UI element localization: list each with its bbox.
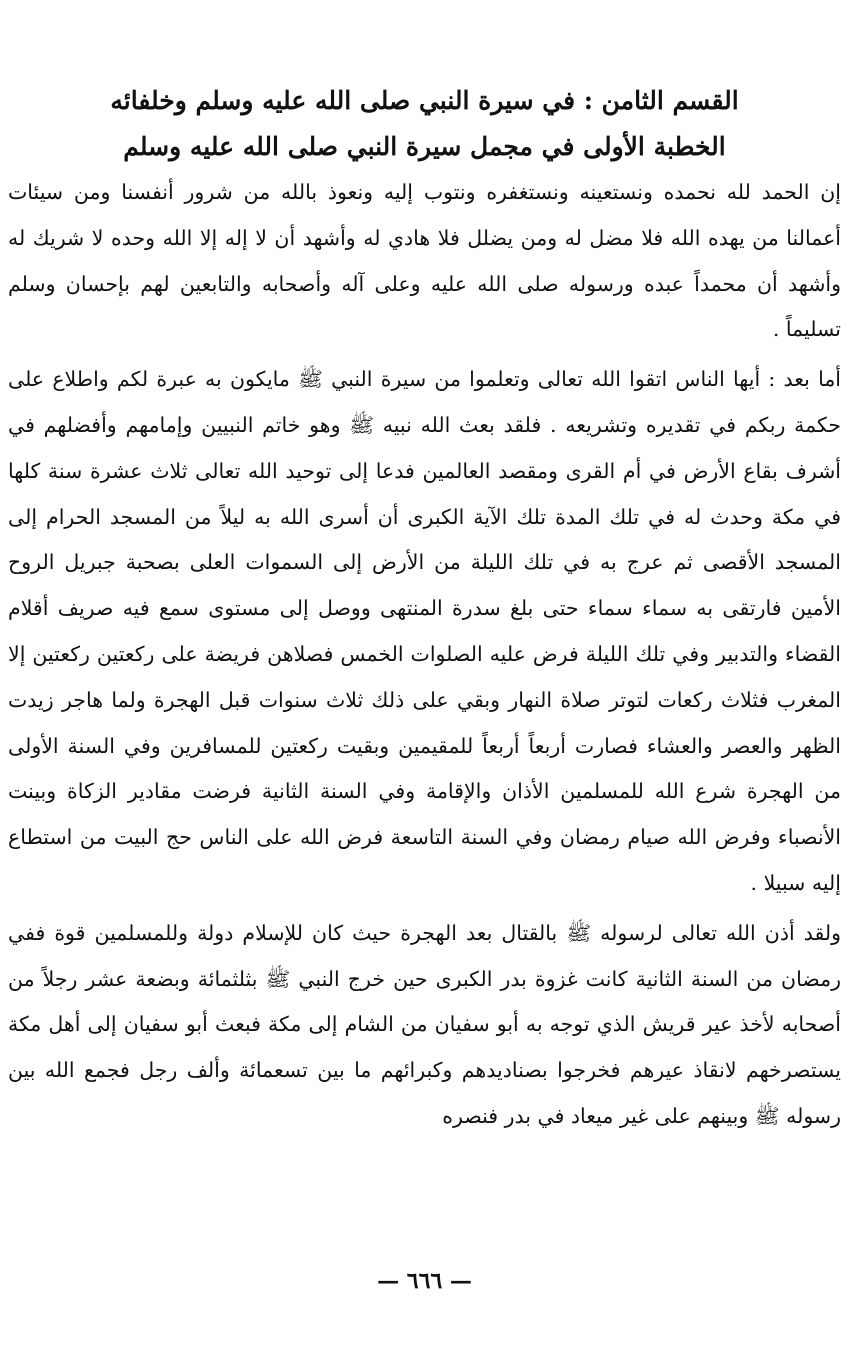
page-content — [8, 78, 841, 1140]
paragraph-opening: إن الحمد لله نحمده ونستعينه ونستغفره ونتوب إليه ونعوذ بالله من شرور أنفسنا ومن سيئات أعمالنا من يهده الله فلا مضل له ومن يضلل فلا هادي له وأشهد أن لا إله إلا الله وحده لا شريك له وأشهد أن محمداً عبده ورسوله صلى الله عليه وعلى آله وأصحابه والتابعين لهم بإحسان وسلم تسليماً . — [8, 180, 841, 342]
paragraph-main: أما بعد : أيها الناس اتقوا الله تعالى وتعلموا من سيرة النبي ﷺ مايكون به عبرة لكم واطلاع على حكمة ربكم في تقديره وتشريعه . فلقد بعث الله نبيه ﷺ وهو خاتم النبيين وإمامهم وأفضلهم في أشرف بقاع الأرض في أم القرى ومقصد العالمين فدعا إلى توحيد الله تعالى ثلاث عشرة سنة كلها في مكة وحدث له في تلك المدة تلك الآية الكبرى أن أسرى الله به ليلاً من المسجد الحرام إلى المسجد الأقصى ثم عرج به في تلك الليلة من الأرض إلى السموات العلى بصحبة جبريل الروح الأمين فارتقى به سماء سماء حتى بلغ سدرة المنتهى ووصل إلى مستوى سمع فيه صريف أقلام القضاء والتدبير وفي تلك الليلة فرض عليه الصلوات الخمس فصلاهن فريضة على ركعتين ركعتين إلا المغرب فثلاث ركعات لتوتر صلاة النهار وبقي على ذلك ثلاث سنوات قبل الهجرة ولما هاجر زيدت الظهر والعصر والعشاء فصارت أربعاً أربعاً للمقيمين وبقيت ركعتين للمسافرين وفي السنة الأولى من الهجرة شرع الله للمسلمين الأذان والإقامة وفي السنة الثانية فرضت مقادير الزكاة وبينت الأنصباء وفرض الله صيام رمضان وفي السنة التاسعة فرض الله على الناس حج البيت من استطاع إليه سبيلا . — [8, 367, 841, 895]
paragraph-battles: ولقد أذن الله تعالى لرسوله ﷺ بالقتال بعد الهجرة حيث كان للإسلام دولة وللمسلمين قوة ففي رمضان من السنة الثانية كانت غزوة بدر الكبرى حين خرج النبي ﷺ بثلثمائة وبضعة عشر رجلاً من أصحابه لأخذ عير قريش الذي توجه به أبو سفيان من الشام إلى مكة فبعث أبو سفيان إلى أهل مكة يستصرخهم لانقاذ عيرهم فخرجوا بصناديدهم وكبرائهم ما بين تسعمائة وألف رجل فجمع الله بين رسوله ﷺ وبينهم على غير ميعاد في بدر فنصره — [8, 920, 841, 1128]
sermon-title: الخطبة الأولى في مجمل سيرة النبي صلى الله عليه وسلم — [123, 132, 726, 161]
section-title: القسم الثامن : في سيرة النبي صلى الله عليه وسلم وخلفائه — [110, 86, 739, 115]
page-number: — ٦٦٦ — — [377, 1268, 472, 1294]
